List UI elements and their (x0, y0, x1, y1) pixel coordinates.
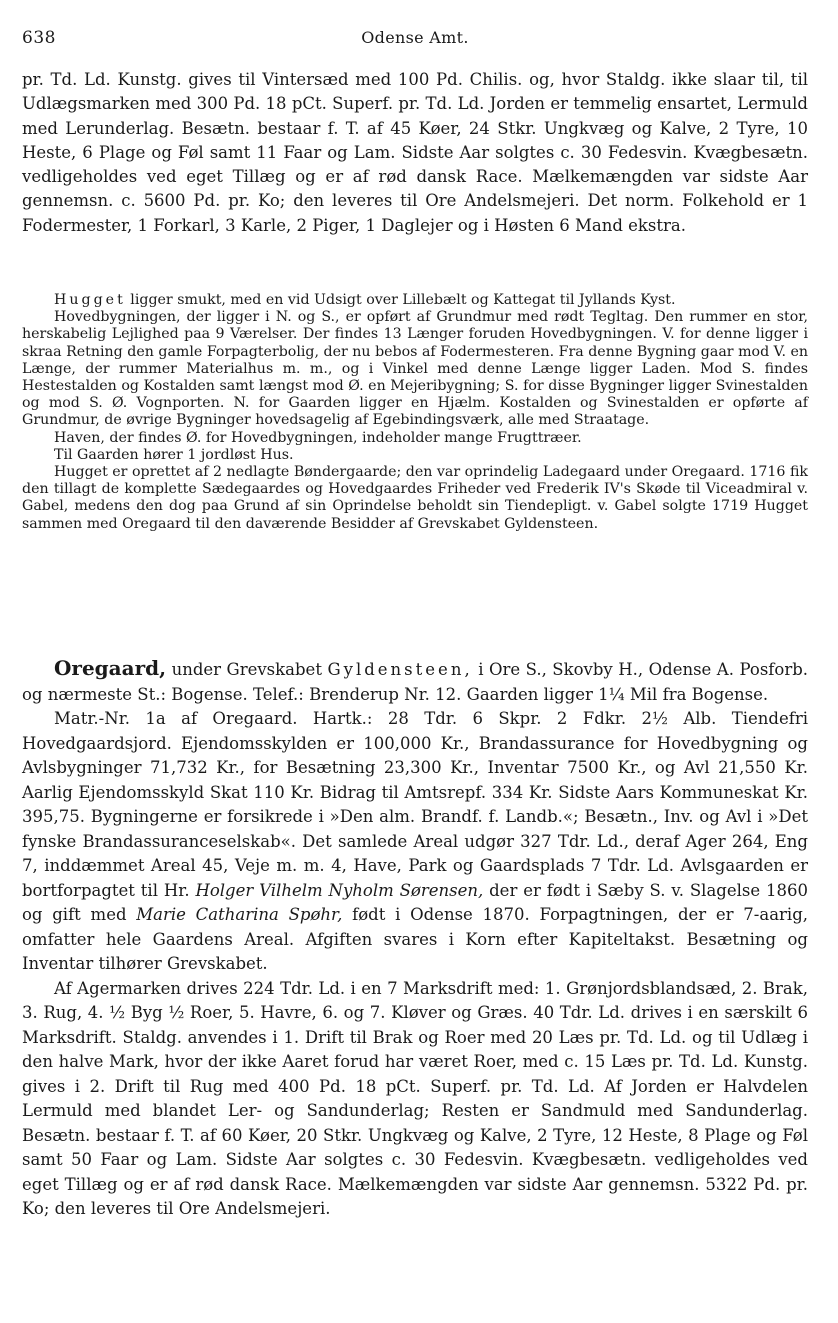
entry-intro-b: i Ore S., Skovby H., Odense A. Posforb. og nærmeste St.: Bogense. Telef.: Brenderup Nr. 12. Gaarden ligger 1¼ Mil fra Bogense. (22, 660, 809, 704)
paragraph-house: Til Gaarden hører 1 jordløst Hus. (54, 446, 294, 463)
paragraph-property-details (22, 707, 808, 977)
spouse-name: Marie Catharina Spøhr, (136, 905, 343, 924)
tenant-name: Holger Vilhelm Nyholm Sørensen, (195, 880, 484, 900)
paragraph-location (22, 292, 808, 309)
paragraph-location-text: ligger smukt, med en vid Udsigt over Lillebælt og Kattegat til Jyllands Kyst. (130, 292, 676, 308)
hugget-farming-section (22, 68, 808, 238)
estate-name-spaced: Hugget (54, 292, 126, 308)
property-text-c: født i Odense 1870. Forpagtningen, der er 7-aarig, omfatter hele Gaardens Areal. Afgiften svares i Korn efter Kapiteltakst. Besætning og Inventar tilhører Grevskabet. (22, 905, 809, 973)
farm-name: Oregaard, (54, 656, 167, 680)
paragraph-garden: Haven, der findes Ø. for Hovedbygningen, indeholder mange Frugttræer. (54, 429, 582, 446)
page-number: 638 (22, 28, 56, 48)
paragraph-buildings: Hovedbygningen, der ligger i N. og S., er opført af Grundmur med rødt Tegltag. Den rummer en stor, herskabelig Lejlighed paa 9 Værelser. Der findes 13 Længer foruden Hovedbygningen. V. for denne ligger i skraa Retning den gamle Forpagterbolig, der nu bebos af Fodermesteren. Fra denne Bygning gaar mod V. en Længe, der rummer Materialhus m. m., og i Vinkel med denne Længe ligger Laden. Mod S. findes Hestestalden og Kostalden samt længst mod Ø. en Mejeribygning; S. for disse Bygninger ligger Svinestalden og mod S. Ø. Vognporten. N. for Gaarden ligger en Hjælm. Kostalden og Svinestalden er opførte af Grundmur, de øvrige Bygninger hovedsagelig af Egebindingsværk, alle med Straatage. (22, 309, 808, 429)
page-header (22, 28, 808, 54)
paragraph-continued: pr. Td. Ld. Kunstg. gives til Vintersæd med 100 Pd. Chilis. og, hvor Staldg. ikke slaar til, til Udlægsmarken med 300 Pd. 18 pCt. Superf. pr. Td. Ld. Jorden er temmelig ensartet, Lermuld med Lerunderlag. Besætn. bestaar f. T. af 45 Køer, 24 Stkr. Ungkvæg og Kalve, 2 Tyre, 10 Heste, 6 Plage og Føl samt 11 Faar og Lam. Sidste Aar solgtes c. 30 Fedesvin. Kvægbesætn. vedligeholdes ved eget Tillæg og er af rød dansk Race. Mælkemængden var sidste Aar gennemsn. c. 5600 Pd. pr. Ko; den leveres til Ore Andelsmejeri. Det norm. Folkehold er 1 Fodermester, 1 Forkarl, 3 Karle, 2 Piger, 1 Daglejer og i Høsten 6 Mand ekstra. (22, 70, 808, 235)
entry-intro-a: under Grevskabet (171, 660, 322, 679)
paragraph-history: Hugget er oprettet af 2 nedlagte Bøndergaarde; den var oprindelig Ladegaard under Oregaard. 1716 fik den tillagt de komplette Sædegaardes og Hovedgaardes Friheder ved Frederik IV's Skøde til Viceadmiral v. Gabel, medens den dog paa Grund af sin Oprindelse beholdt sin Tiendepligt. v. Gabel solgte 1719 Hugget sammen med Oregaard til den daværende Besidder af Grevskabet Gyldensteen. (22, 464, 809, 532)
running-title: Odense Amt. (361, 28, 469, 47)
oregaard-entry (22, 656, 808, 1222)
property-text-a: Matr.-Nr. 1a af Oregaard. Hartk.: 28 Tdr. 6 Skpr. 2 Fdkr. 2½ Alb. Tiendefri Hovedgaardsjord. Ejendomsskylden er 100,000 Kr., Brandassurance for Hovedbygning og Avlsbygninger 71,732 Kr., for Besætning 23,300 Kr., Inventar 7500 Kr., og Avl 21,550 Kr. Aarlig Ejendomsskyld Skat 110 Kr. Bidrag til Amtsrepf. 334 Kr. Sidste Aars Kommuneskat Kr. 395,75. Bygningerne er forsikrede i »Den alm. Brandf. f. Landb.«; Besætn., Inv. og Avl i »Det fynske Brandassuranceselskab«. Det samlede Areal udgør 327 Tdr. Ld., deraf Ager 264, Eng 7, inddæmmet Areal 45, Veje m. m. 4, Have, Park og Gaardsplads 7 Tdr. Ld. Avlsgaarden er bortforpagtet til Hr. (22, 709, 808, 900)
entry-heading-paragraph (22, 656, 808, 707)
county-name-spaced: Gyldensteen, (327, 660, 473, 679)
hugget-description-section (22, 292, 808, 533)
paragraph-farming: Af Agermarken drives 224 Tdr. Ld. i en 7 Marksdrift med: 1. Grønjordsblandsæd, 2. Brak, 3. Rug, 4. ½ Byg ½ Roer, 5. Havre, 6. og 7. Kløver og Græs. 40 Tdr. Ld. drives i en særskilt 6 Marksdrift. Staldg. anvendes i 1. Drift til Brak og Roer med 20 Læs pr. Td. Ld. og til Udlæg i den halve Mark, hvor der ikke Aaret forud har været Roer, med c. 15 Læs pr. Td. Ld. Kunstg. gives i 2. Drift til Rug med 400 Pd. 18 pCt. Superf. pr. Td. Ld. Af Jorden er Halvdelen Lermuld med blandet Ler- og Sandunderlag; Resten er Sandmuld med Sandunderlag. Besætn. bestaar f. T. af 60 Køer, 20 Stkr. Ungkvæg og Kalve, 2 Tyre, 12 Heste, 8 Plage og Føl samt 50 Faar og Lam. Sidste Aar solgtes c. 30 Fedesvin. Kvægbesætn. vedligeholdes ved eget Tillæg og er af rød dansk Race. Mælkemængden var sidste Aar gennemsn. 5322 Pd. pr. Ko; den leveres til Ore Andelsmejeri. (22, 978, 808, 1218)
property-text-b: der er født i Sæby S. v. Slagelse 1860 og gift med (22, 880, 808, 924)
